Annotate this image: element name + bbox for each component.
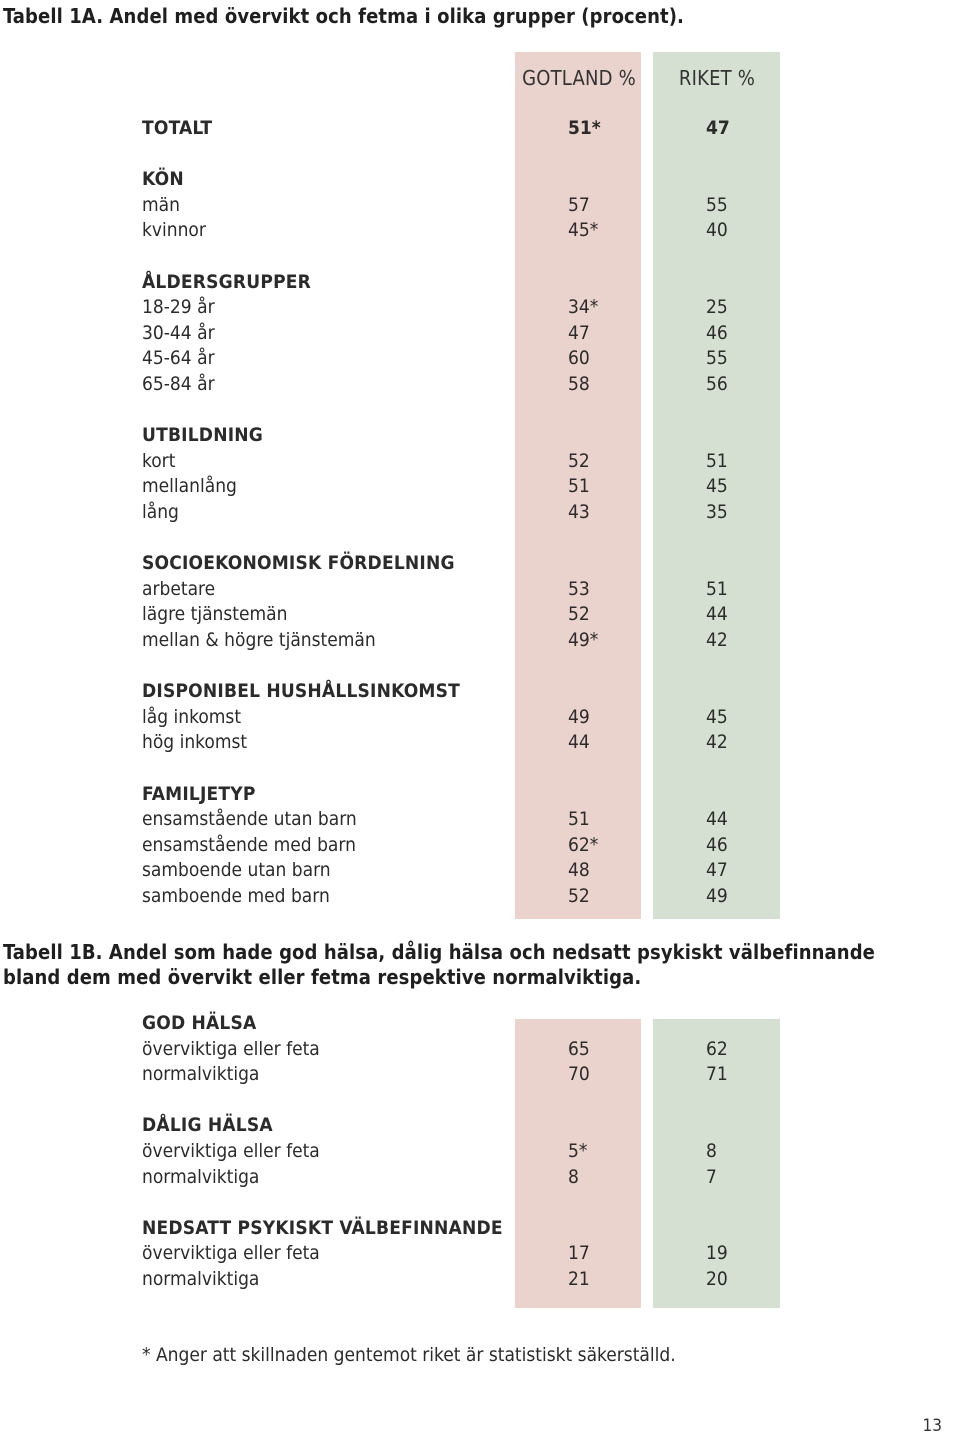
gotland-value: 17 [568, 1242, 590, 1265]
section-heading [0, 269, 960, 295]
section-heading-label: SOCIOEKONOMISK FÖRDELNING [142, 552, 455, 575]
table-row-label: normalviktiga [142, 1063, 260, 1086]
riket-value: 25 [706, 296, 728, 319]
gotland-value: 51 [568, 475, 590, 498]
table-row-label: överviktiga eller feta [142, 1037, 320, 1060]
table-row [0, 217, 960, 243]
riket-value: 35 [706, 501, 728, 523]
table-row-label: samboende utan barn [142, 859, 331, 882]
gotland-value: 60 [568, 347, 590, 370]
gotland-value: 51 [568, 808, 590, 831]
gotland-value: 5* [568, 1140, 588, 1162]
table-row [0, 857, 960, 883]
gotland-value: 44 [568, 731, 590, 754]
table-row [0, 1266, 960, 1292]
table-row [0, 192, 960, 218]
table-row-label: normalviktiga [142, 1268, 260, 1290]
table-row-label: normalviktiga [142, 1165, 260, 1188]
table-row-label: 45-64 år [142, 347, 215, 370]
section-heading [0, 166, 960, 192]
gotland-value: 48 [568, 859, 590, 882]
table-row-label: samboende med barn [142, 885, 330, 907]
gotland-value: 58 [568, 373, 590, 395]
table-row-label: mellanlång [142, 475, 237, 498]
riket-value: 47 [706, 859, 728, 882]
section-heading [0, 550, 960, 576]
table-row-label: ensamstående med barn [142, 833, 356, 856]
table-row [0, 627, 960, 653]
column-header-gotland: GOTLAND % [522, 66, 636, 90]
table-row [0, 832, 960, 858]
riket-value: 44 [706, 808, 728, 831]
riket-value: 47 [706, 117, 730, 139]
riket-value: 42 [706, 629, 728, 651]
gotland-value: 45* [568, 219, 599, 242]
section-heading-label: FAMILJETYP [142, 782, 256, 805]
table-row-label: 65-84 år [142, 373, 215, 395]
section-heading-label: UTBILDNING [142, 424, 264, 447]
table-row-label: hög inkomst [142, 731, 248, 754]
table-row [0, 704, 960, 730]
section-heading-label: GOD HÄLSA [142, 1012, 257, 1034]
table-row [0, 448, 960, 474]
riket-value: 46 [706, 833, 728, 856]
table-row-label: 30-44 år [142, 321, 215, 344]
section-heading-label: KÖN [142, 168, 184, 191]
section-heading [0, 1010, 960, 1036]
column-header-riket: RIKET % [678, 66, 756, 90]
gotland-value: 34* [568, 296, 599, 319]
riket-value: 55 [706, 193, 728, 216]
section-heading-label: DISPONIBEL HUSHÅLLSINKOMST [142, 680, 461, 703]
riket-value: 7 [706, 1165, 717, 1188]
gotland-value: 8 [568, 1165, 579, 1188]
table-row [0, 806, 960, 832]
table-row [0, 345, 960, 371]
table-row [0, 499, 960, 525]
table-row [0, 473, 960, 499]
section-heading [0, 678, 960, 704]
riket-value: 51 [706, 449, 728, 472]
riket-value: 8 [706, 1140, 717, 1162]
riket-value: 20 [706, 1268, 728, 1290]
gotland-value: 52 [568, 603, 590, 626]
gotland-value: 51* [568, 117, 601, 139]
table-row [0, 371, 960, 397]
riket-value: 71 [706, 1063, 728, 1086]
gotland-value: 53 [568, 577, 590, 600]
table-row [0, 883, 960, 909]
gotland-value: 52 [568, 449, 590, 472]
table-row-label: lägre tjänstemän [142, 603, 288, 626]
gotland-value: 52 [568, 885, 590, 907]
section-heading-label: DÅLIG HÄLSA [142, 1114, 273, 1137]
table-row-label: män [142, 193, 180, 216]
riket-value: 49 [706, 885, 728, 907]
riket-value: 62 [706, 1037, 728, 1060]
gotland-value: 49* [568, 629, 599, 651]
table-row-label: arbetare [142, 577, 216, 600]
gotland-value: 57 [568, 193, 590, 216]
gotland-value: 62* [568, 833, 599, 856]
riket-value: 45 [706, 475, 728, 498]
riket-value: 40 [706, 219, 728, 242]
section-heading [0, 1112, 960, 1138]
riket-value: 42 [706, 731, 728, 754]
table-row [0, 1138, 960, 1164]
table-row-label: mellan & högre tjänstemän [142, 629, 376, 651]
table-row [0, 1061, 960, 1087]
riket-value: 56 [706, 373, 728, 395]
gotland-value: 49 [568, 705, 590, 728]
table-row-label: ensamstående utan barn [142, 808, 357, 831]
riket-value: 55 [706, 347, 728, 370]
table-row-total-label: TOTALT [142, 117, 213, 139]
table-row-label: låg inkomst [142, 705, 242, 728]
table-row [0, 1036, 960, 1062]
table-row-label: överviktiga eller feta [142, 1140, 320, 1162]
section-heading-label: ÅLDERSGRUPPER [142, 270, 312, 293]
table-row-total [0, 115, 960, 141]
table-row [0, 1240, 960, 1266]
section-heading [0, 781, 960, 807]
table-row-label: kvinnor [142, 219, 206, 242]
riket-value: 46 [706, 321, 728, 344]
table-1a-caption: Tabell 1A. Andel med övervikt och fetma i olika grupper (procent). [3, 4, 684, 28]
table-row [0, 320, 960, 346]
riket-value: 19 [706, 1242, 728, 1265]
table-1b-caption-line1: Tabell 1B. Andel som hade god hälsa, dålig hälsa och nedsatt psykiskt välbefinnande [3, 940, 875, 964]
section-heading [0, 1215, 960, 1241]
gotland-value: 65 [568, 1037, 590, 1060]
table-row-label: överviktiga eller feta [142, 1242, 320, 1265]
table-row-label: kort [142, 449, 176, 472]
table-row [0, 1164, 960, 1190]
table-row-label: lång [142, 501, 179, 523]
table-row-label: 18-29 år [142, 296, 215, 319]
section-heading [0, 422, 960, 448]
riket-value: 44 [706, 603, 728, 626]
page-number: 13 [922, 1416, 942, 1436]
gotland-value: 70 [568, 1063, 590, 1086]
riket-value: 51 [706, 577, 728, 600]
gotland-value: 21 [568, 1268, 590, 1290]
gotland-value: 43 [568, 501, 590, 523]
riket-value: 45 [706, 705, 728, 728]
table-row [0, 729, 960, 755]
section-heading-label: NEDSATT PSYKISKT VÄLBEFINNANDE [142, 1216, 503, 1239]
gotland-value: 47 [568, 321, 590, 344]
footnote: * Anger att skillnaden gentemot riket är statistiskt säkerställd. [142, 1344, 676, 1366]
table-row [0, 576, 960, 602]
table-1b-caption-line2: bland dem med övervikt eller fetma respektive normalviktiga. [3, 965, 642, 989]
table-row [0, 294, 960, 320]
table-row [0, 601, 960, 627]
